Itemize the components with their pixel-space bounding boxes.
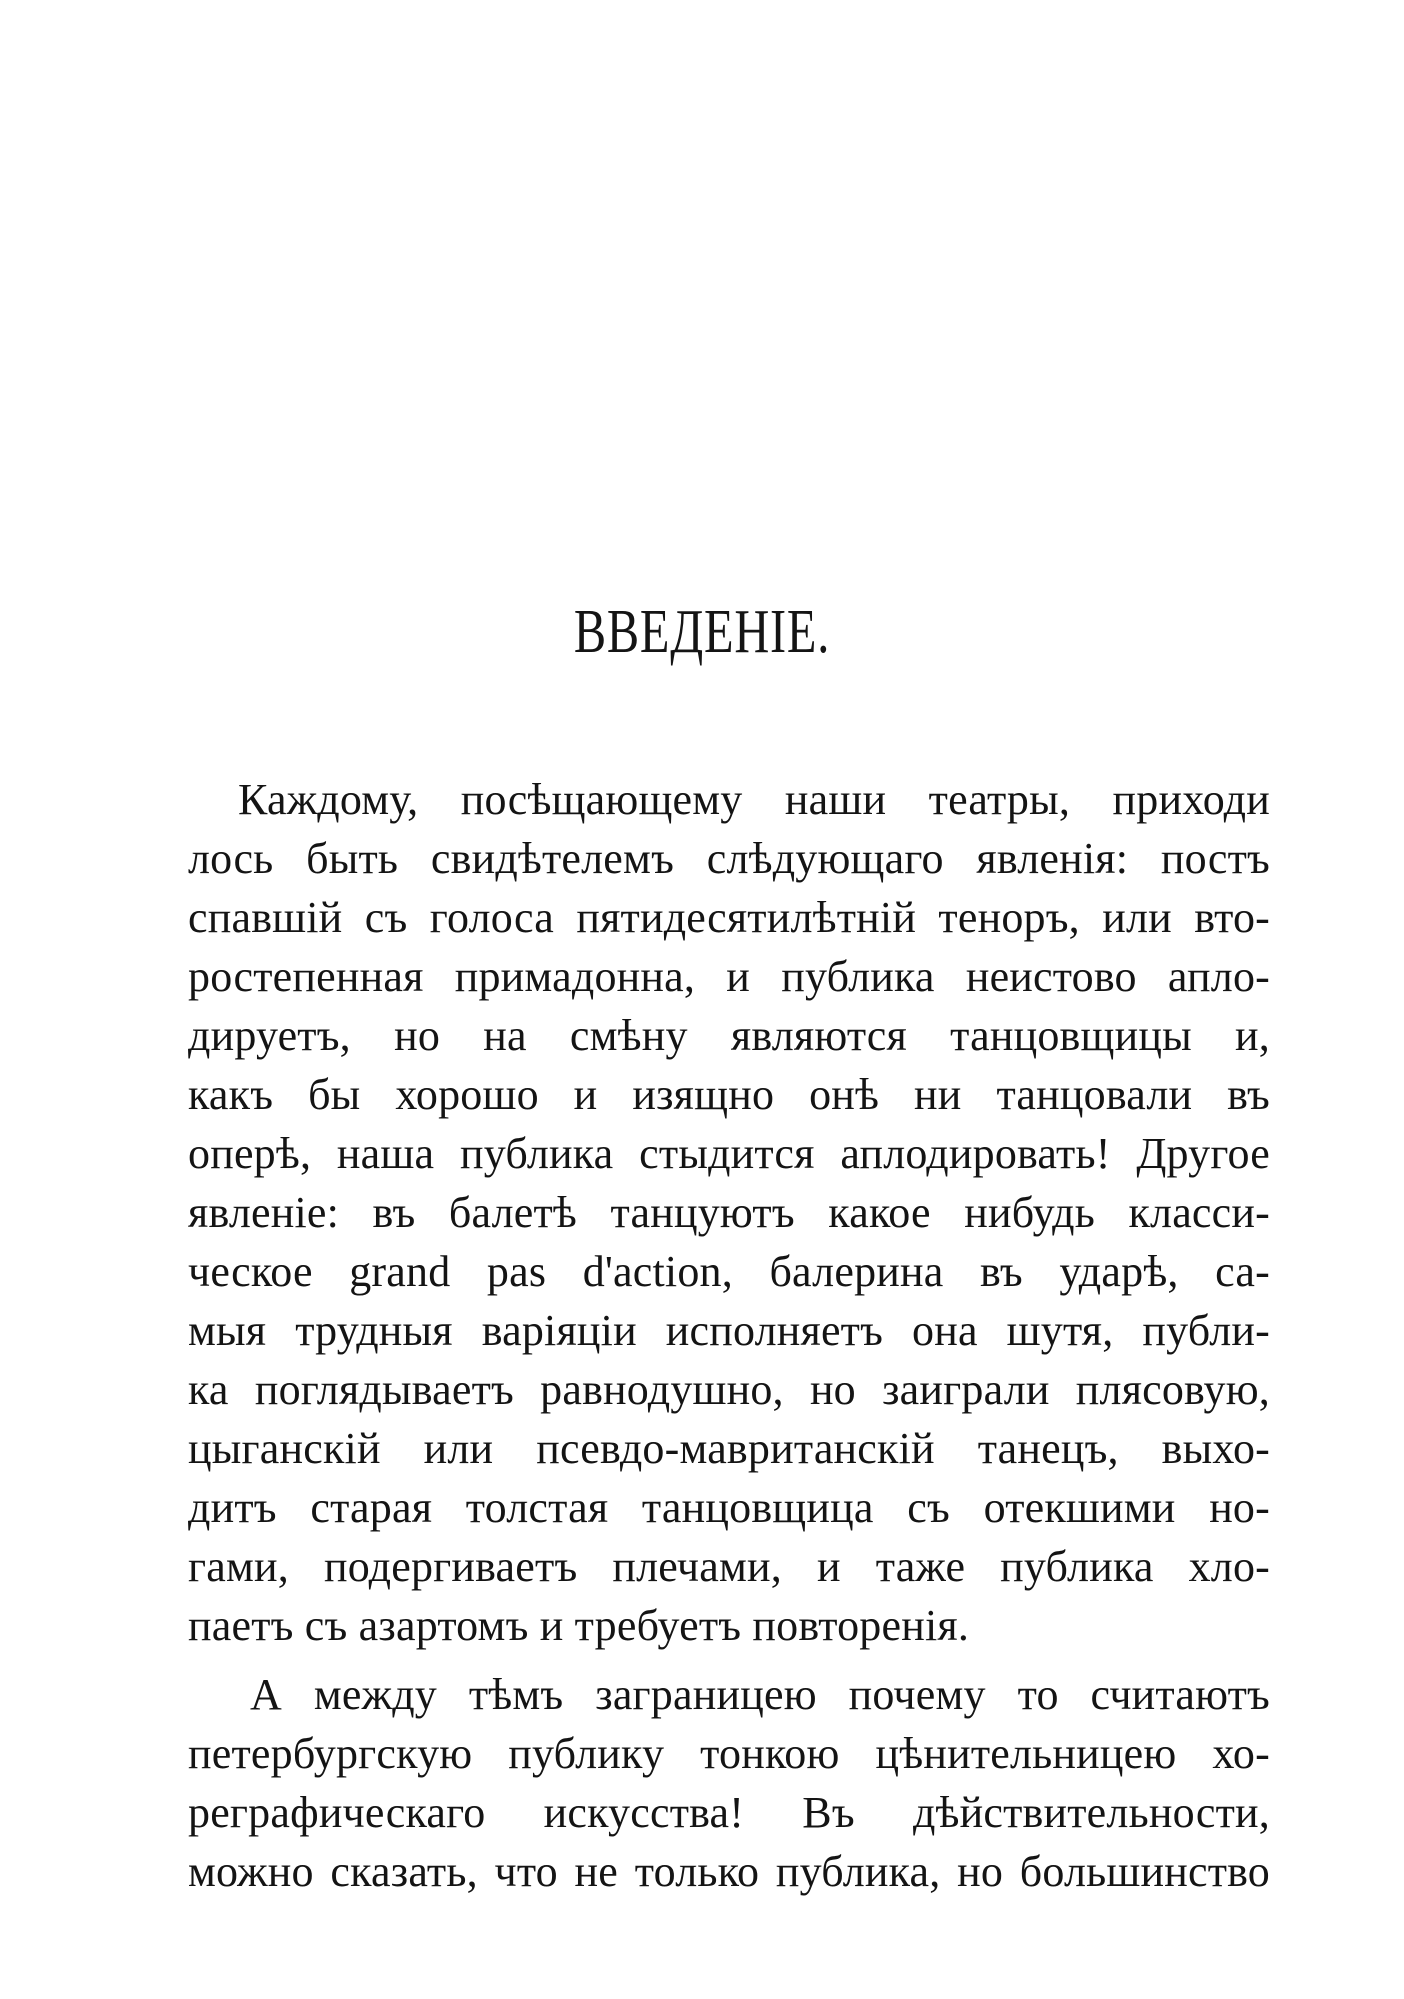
text-line: спавшій съ голоса пятидесятилѣтній теноръ, или вто- [188, 893, 1270, 942]
text-line: дируетъ, но на смѣну являются танцовщицы и, [188, 1011, 1270, 1060]
paragraph-2 [188, 1665, 1270, 1901]
text-line: Каждому, посѣщающему наши театры, приходи [238, 775, 1270, 824]
text-line: можно сказать, что не только публика, но большинство [188, 1847, 1270, 1896]
text-line: ростепенная примадонна, и публика неистово апло- [188, 952, 1270, 1001]
text-line: реграфическаго искусства! Въ дѣйствительности, [188, 1788, 1270, 1837]
text-line: А между тѣмъ заграницею почему то считаютъ [250, 1670, 1270, 1719]
text-line: какъ бы хорошо и изящно онѣ ни танцовали въ [188, 1070, 1270, 1119]
text-line: мыя трудныя варіяціи исполняетъ она шутя, публи- [188, 1306, 1270, 1355]
text-line: лось быть свидѣтелемъ слѣдующаго явленія: постъ [188, 834, 1270, 883]
text-line: дитъ старая толстая танцовщица съ отекшими но- [188, 1483, 1270, 1532]
text-line: ческое grand pas d'action, балерина въ ударѣ, са- [188, 1247, 1270, 1296]
text-line: гами, подергиваетъ плечами, и таже публика хло- [188, 1542, 1270, 1591]
paragraph-1 [188, 770, 1270, 1655]
text-line: цыганскій или псевдо-мавританскій танецъ, выхо- [188, 1424, 1270, 1473]
body-text [188, 770, 1270, 1901]
paragraph-gap [188, 1655, 1270, 1665]
text-line: явленіе: въ балетѣ танцуютъ какое нибудь класси- [188, 1188, 1270, 1237]
text-line: ка поглядываетъ равнодушно, но заиграли плясовую, [188, 1365, 1270, 1414]
text-line: паетъ съ азартомъ и требуетъ повторенія. [188, 1601, 970, 1650]
text-line: оперѣ, наша публика стыдится аплодировать! Другое [188, 1129, 1270, 1178]
chapter-heading: ВВЕДЕНІЕ. [573, 598, 831, 666]
text-line: петербургскую публику тонкою цѣнительницею хо- [188, 1729, 1270, 1778]
